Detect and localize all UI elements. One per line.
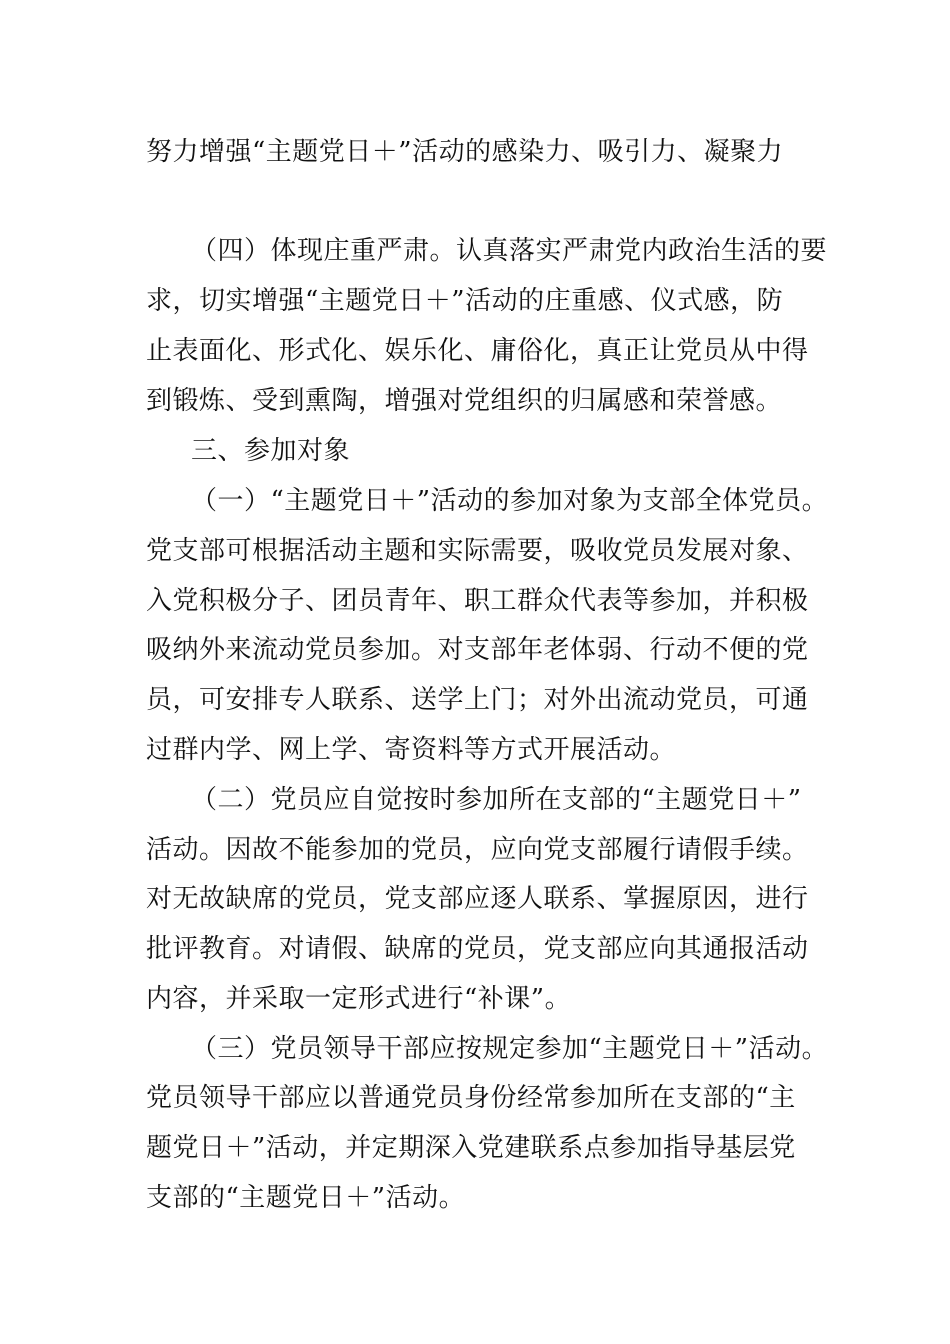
text-line-21: 支部的“主题党日＋”活动。 — [146, 1183, 466, 1213]
text-line-2: （四）体现庄重严肃。认真落实严肃党内政治生活的要 — [191, 236, 828, 266]
text-line-3: 求，切实增强“主题党日＋”活动的庄重感、仪式感，防 — [146, 286, 784, 316]
text-line-16: 批评教育。对请假、缺席的党员，党支部应向其通报活动 — [146, 934, 809, 964]
text-line-9: 入党积极分子、团员青年、职工群众代表等参加，并积极 — [146, 586, 809, 616]
text-line-4: 止表面化、形式化、娱乐化、庸俗化，真正让党员从中得 — [146, 336, 809, 366]
section-heading: 三、参加对象 — [191, 436, 351, 466]
text-line-18: （三）党员领导干部应按规定参加“主题党日＋”活动。 — [191, 1034, 829, 1064]
text-line-12: 过群内学、网上学、寄资料等方式开展活动。 — [146, 735, 677, 765]
text-line-7: （一）“主题党日＋”活动的参加对象为支部全体党员。 — [191, 486, 829, 516]
text-line-8: 党支部可根据活动主题和实际需要，吸收党员发展对象、 — [146, 536, 809, 566]
text-line-19: 党员领导干部应以普通党员身份经常参加所在支部的“主 — [146, 1083, 796, 1113]
text-line-1: 努力增强“主题党日＋”活动的感染力、吸引力、凝聚力 — [146, 137, 784, 167]
text-line-11: 员，可安排专人联系、送学上门；对外出流动党员，可通 — [146, 685, 809, 715]
text-line-14: 活动。因故不能参加的党员，应向党支部履行请假手续。 — [146, 835, 809, 865]
text-line-15: 对无故缺席的党员，党支部应逐人联系、掌握原因，进行 — [146, 884, 809, 914]
text-line-17: 内容，并采取一定形式进行“补课”。 — [146, 984, 572, 1014]
text-line-10: 吸纳外来流动党员参加。对支部年老体弱、行动不便的党 — [146, 635, 809, 665]
text-line-13: （二）党员应自觉按时参加所在支部的“主题党日＋” — [191, 785, 802, 815]
text-line-5: 到锻炼、受到熏陶，增强对党组织的归属感和荣誉感。 — [146, 386, 783, 416]
text-line-20: 题党日＋”活动，并定期深入党建联系点参加指导基层党 — [146, 1133, 796, 1163]
